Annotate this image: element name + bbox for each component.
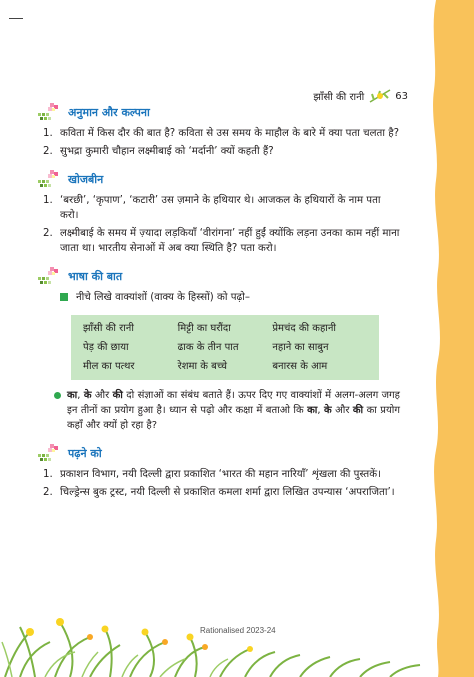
heading-padhne-ko: पढ़ने को bbox=[68, 446, 102, 460]
phrase-item: मिट्टी का घरौंदा bbox=[177, 323, 231, 334]
reading-list bbox=[36, 467, 400, 500]
word-ki: की bbox=[112, 390, 123, 401]
word-ke: के bbox=[83, 390, 92, 401]
footer-rationalised: Rationalised 2023-24 bbox=[200, 626, 276, 635]
section-heading bbox=[36, 167, 400, 191]
word-ki: की bbox=[352, 405, 364, 416]
list-item: 1. कविता में किस दौर की बात है? कविता से उस समय के माहौल के बारे में क्या पता चलता है? bbox=[56, 126, 400, 141]
phrase-item: नहाने का साबुन bbox=[272, 342, 329, 353]
flower-pixel-icon bbox=[36, 266, 64, 286]
section-heading bbox=[36, 441, 400, 465]
section-khojbeen bbox=[36, 167, 400, 256]
side-decoration-band bbox=[426, 0, 474, 677]
list-item: 2. लक्ष्मीबाई के समय में ज़्यादा लड़कियाँ ‘वीरांगना’ नहीं हुईं क्योंकि लड़ना उनका काम नहीं माना जाता था। भारतीय सेनाओं में अब क्या स्थिति है? पता करो। bbox=[56, 226, 400, 256]
page-number: 63 bbox=[395, 90, 408, 102]
instruction-text: नीचे लिखे वाक्यांशों (वाक्य के हिस्सों) को पढ़ो– bbox=[76, 292, 250, 303]
phrase-item: झाँसी की रानी bbox=[83, 323, 134, 334]
section-heading bbox=[36, 100, 400, 124]
section-anuman bbox=[36, 100, 400, 159]
word-ke: के bbox=[324, 405, 332, 416]
question-list bbox=[36, 126, 400, 159]
phrase-item: बनारस के आम bbox=[272, 361, 328, 372]
section-bhasha bbox=[36, 264, 400, 433]
square-bullet-icon bbox=[60, 293, 68, 301]
list-item: 1. प्रकाशन विभाग, नयी दिल्ली द्वारा प्रकाशित ‘भारत की महान नारियाँ’ शृंखला की पुस्तकें। bbox=[56, 467, 400, 482]
round-bullet-icon bbox=[54, 392, 61, 399]
phrase-item: रेशमा के बच्चे bbox=[177, 361, 227, 372]
section-padhne-ko bbox=[36, 441, 400, 500]
conjunction: और bbox=[331, 405, 353, 416]
separator: , bbox=[317, 405, 324, 416]
top-rule bbox=[9, 18, 23, 19]
list-item: 1. ‘बरछी’, ‘कृपाण’, ‘कटारी’ उस ज़माने के हथियार थे। आजकल के हथियारों के नाम पता करो। bbox=[56, 193, 400, 223]
heading-anuman: अनुमान और कल्पना bbox=[68, 105, 150, 119]
phrase-item: ढाक के तीन पात bbox=[177, 342, 239, 353]
heading-khojbeen: खोजबीन bbox=[68, 172, 104, 186]
conjunction: और bbox=[91, 390, 113, 401]
chapter-title: झाँसी की रानी bbox=[313, 92, 365, 103]
heading-bhasha: भाषा की बात bbox=[68, 269, 123, 283]
paragraph-text-1: दो संज्ञाओं का संबंध बताते हैं। ऊपर दिए गए वाक्यांशों में अलग-अलग जगह इन तीनों का प्रयोग हुआ है। ध्यान से पढ़ो और कक्षा में बताओ कि bbox=[67, 390, 400, 416]
word-ka: का bbox=[307, 405, 318, 416]
phrase-item: प्रेमचंद की कहानी bbox=[272, 323, 337, 334]
instruction-row bbox=[60, 290, 400, 305]
list-item: 2. चिल्ड्रेन्स बुक ट्रस्ट, नयी दिल्ली से प्रकाशित कमला शर्मा द्वारा लिखित उपन्यास ‘अपराजिता’। bbox=[56, 485, 400, 500]
grammar-paragraph bbox=[67, 388, 400, 433]
flower-pixel-icon bbox=[36, 102, 64, 122]
phrase-item: मील का पत्थर bbox=[83, 361, 135, 372]
list-item: 2. सुभद्रा कुमारी चौहान लक्ष्मीबाई को ‘मर्दानी’ क्यों कहती हैं? bbox=[56, 144, 400, 159]
paragraph-text-2: का प्रयोग कहाँ और क्यों हो रहा है? bbox=[67, 405, 400, 431]
section-heading bbox=[36, 264, 400, 288]
grammar-paragraph-row bbox=[54, 388, 400, 433]
page-content bbox=[36, 100, 400, 508]
phrase-item: पेड़ की छाया bbox=[83, 342, 129, 353]
grass-decoration bbox=[0, 607, 430, 677]
phrase-box bbox=[71, 315, 379, 380]
flower-pixel-icon bbox=[36, 169, 64, 189]
word-ka: का bbox=[67, 390, 78, 401]
flower-pixel-icon bbox=[36, 443, 64, 463]
question-list bbox=[36, 193, 400, 256]
separator: , bbox=[77, 390, 84, 401]
